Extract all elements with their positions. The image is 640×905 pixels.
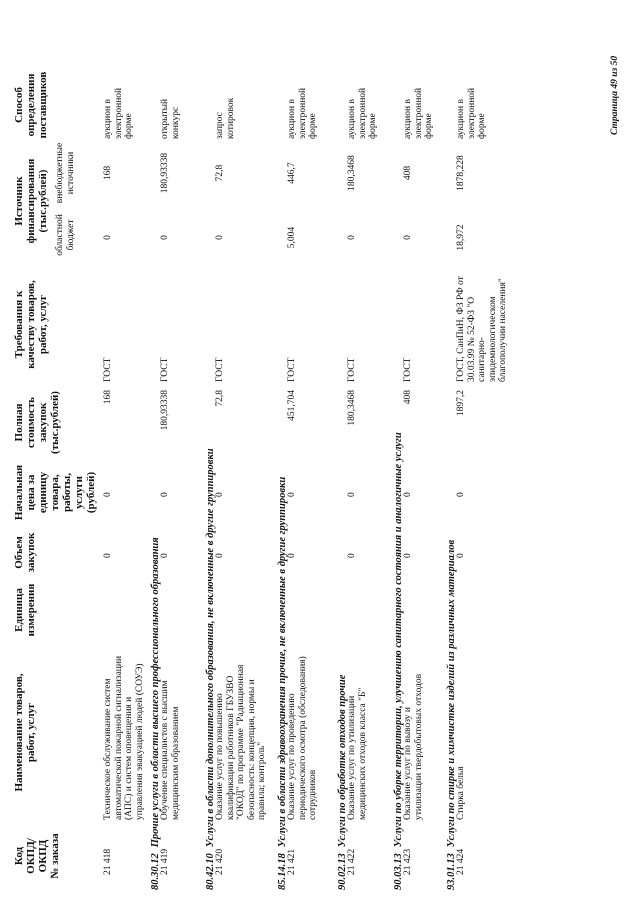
text-line: финансирования xyxy=(25,158,37,244)
text-line: электронной xyxy=(413,87,424,139)
procurement-method xyxy=(403,67,435,139)
total-cost-value: 168 xyxy=(103,390,113,405)
text-line: медицинским образованием xyxy=(170,706,181,820)
group-name: Услуги в области здравоохранения прочие, не включенные в другие группировки xyxy=(277,476,288,848)
text-line: Оказание услуг по вывозу и xyxy=(403,706,413,820)
text-line: Оказание услуг по повышению xyxy=(215,693,225,820)
text-line: (АПС) и систем оповещения и xyxy=(124,696,134,820)
text-line: областной xyxy=(55,214,65,256)
order-number: 21 419 xyxy=(160,848,170,875)
price-value: 0 xyxy=(160,492,170,497)
text-line: ОКПД xyxy=(37,839,49,873)
total-cost-value: 180,93338 xyxy=(160,390,170,431)
requirements-value xyxy=(215,267,226,382)
text-line: аукцион в xyxy=(103,99,113,139)
text-line: сотрудников xyxy=(308,769,318,820)
text-line: периодического осмотра (обследования) xyxy=(297,656,308,820)
extrabudgetary-value: 446,7 xyxy=(287,162,297,184)
extrabudgetary-value: 408 xyxy=(403,165,413,181)
order-number: 21 424 xyxy=(456,848,466,875)
text-line: работы, xyxy=(61,472,73,513)
item-name xyxy=(456,645,467,820)
text-line: Способ xyxy=(13,87,25,123)
text-line: Стирка белья xyxy=(456,766,466,820)
text-line: Начальная xyxy=(13,464,25,521)
text-line: санитарно- xyxy=(477,337,487,382)
text-line: медицинских отходов класса "Б" xyxy=(357,687,368,820)
price-value: 0 xyxy=(403,492,413,497)
text-line: форме xyxy=(308,113,318,139)
item-name xyxy=(347,645,368,820)
text-line: качеству товаров, xyxy=(25,280,37,369)
column-header-requirements xyxy=(13,262,49,387)
text-line: стоимость xyxy=(25,397,37,448)
item-name xyxy=(215,645,268,820)
column-header-funding xyxy=(13,137,49,265)
volume-value: 0 xyxy=(160,553,170,558)
text-line: № заказа xyxy=(49,833,61,879)
text-line: товара, xyxy=(49,474,61,511)
price-value: 0 xyxy=(347,492,357,497)
text-line: Оказание услуг по проведению xyxy=(287,693,297,820)
text-line: услуги xyxy=(73,475,85,510)
requirements-value xyxy=(287,267,298,382)
text-line: ГОСТ xyxy=(215,357,225,382)
group-name: Услуги по обработке отходов прочие xyxy=(337,674,348,848)
requirements-value xyxy=(456,267,509,382)
text-line: ГОСТ xyxy=(347,357,357,382)
regional-budget-value: 0 xyxy=(347,235,357,240)
total-cost-value: 1897,2 xyxy=(456,390,466,417)
order-number: 21 421 xyxy=(287,848,297,875)
procurement-method xyxy=(215,67,236,139)
text-line: аукцион в xyxy=(287,99,297,139)
text-line: запрос xyxy=(215,112,225,139)
text-line: работ, услуг xyxy=(37,294,49,355)
regional-budget-value: 0 xyxy=(160,235,170,240)
text-line: Наименование товаров, xyxy=(13,673,25,792)
text-line: электронной xyxy=(113,87,124,139)
column-header-unit xyxy=(13,580,37,640)
volume-value: 0 xyxy=(287,553,297,558)
text-line: определения xyxy=(25,73,37,137)
text-line: (тыс.рублей) xyxy=(49,391,61,454)
text-line: Объем xyxy=(13,536,25,569)
text-line: аукцион в xyxy=(347,99,357,139)
text-line: утилизации твердобытовых отходов xyxy=(413,673,424,820)
text-line: котировок xyxy=(225,97,236,139)
volume-value: 0 xyxy=(103,553,113,558)
procurement-method xyxy=(160,67,181,139)
extrabudgetary-value: 180,93338 xyxy=(160,152,170,194)
text-line: Единица xyxy=(13,588,25,632)
group-name: Услуги в области дополнительного образования, не включенные в другие группировки xyxy=(205,448,216,848)
column-header-code xyxy=(13,822,61,890)
total-cost-value: 180,3468 xyxy=(347,390,357,426)
procurement-method xyxy=(103,67,135,139)
column-header-total-cost xyxy=(13,385,61,460)
extrabudgetary-value: 168 xyxy=(103,165,113,181)
item-name xyxy=(160,645,181,820)
text-line: источники xyxy=(65,151,76,195)
group-name: Услуги по стирке и химчистке изделий из различных материалов xyxy=(446,539,457,848)
text-line: ГОСТ xyxy=(403,357,413,382)
text-line: электронной xyxy=(357,87,368,139)
column-header-name xyxy=(13,645,37,820)
price-value: 0 xyxy=(287,492,297,497)
text-line: безопасность: концепция, нормы и xyxy=(246,679,257,820)
text-line: внебюджетные xyxy=(55,142,65,204)
extrabudgetary-value: 180,3468 xyxy=(347,155,357,191)
text-line: форме xyxy=(124,113,134,139)
text-line: Источник xyxy=(13,176,25,226)
group-code: 90.02.13 xyxy=(337,853,348,890)
text-line: Техническое обслуживание систем xyxy=(103,678,113,820)
text-line: Код xyxy=(13,846,25,866)
text-line: форме xyxy=(477,113,487,139)
text-line: правила; контроль" xyxy=(257,741,267,820)
group-code: 80.42.10 xyxy=(205,853,216,890)
text-line: закупок xyxy=(37,402,49,443)
text-line: управления эвакуацией людей (СОУЭ) xyxy=(134,663,145,820)
price-value: 0 xyxy=(215,492,225,497)
order-number: 21 418 xyxy=(103,848,113,875)
text-line: цена за xyxy=(25,474,37,511)
group-code: 93.01.13 xyxy=(446,853,457,890)
column-header-regional-budget xyxy=(55,205,76,265)
text-line: открытый xyxy=(160,98,170,139)
text-line: форме xyxy=(424,113,434,139)
procurement-method xyxy=(456,67,488,139)
total-cost-value: 408 xyxy=(403,390,413,405)
text-line: ОКПД/ xyxy=(25,838,37,874)
total-cost-value: 451,704 xyxy=(287,390,297,421)
extrabudgetary-value: 72,8 xyxy=(215,164,225,182)
text-line: квалификации работников ГБУЗВО xyxy=(225,675,236,820)
regional-budget-value: 5,004 xyxy=(287,226,297,249)
regional-budget-value: 0 xyxy=(103,235,113,240)
order-number: 21 423 xyxy=(403,848,413,875)
requirements-value xyxy=(347,267,358,382)
page-number: Страница 49 из 50 xyxy=(610,55,620,135)
text-line: единицу xyxy=(37,471,49,514)
text-line: Полная xyxy=(13,403,25,442)
column-header-extrabudgetary xyxy=(55,139,76,207)
text-line: измерения xyxy=(25,583,37,637)
group-code: 80.30.12 xyxy=(150,853,161,890)
text-line: работ, услуг xyxy=(25,702,37,763)
requirements-value xyxy=(160,267,171,382)
item-name xyxy=(403,645,424,820)
text-line: Оказание услуг по утилизации xyxy=(347,695,357,820)
group-name: Прочие услуги в области высшего профессионального образования xyxy=(150,537,161,848)
text-line: бюджет xyxy=(65,219,76,251)
text-line: (рублей) xyxy=(85,471,97,514)
procurement-method xyxy=(347,67,379,139)
price-value: 0 xyxy=(456,492,466,497)
item-name xyxy=(287,645,319,820)
volume-value: 0 xyxy=(215,553,225,558)
text-line: "ОКОД" по программе "Радиационная xyxy=(236,664,246,820)
total-cost-value: 72,8 xyxy=(215,390,225,407)
text-line: Обучение специалистов с высшим xyxy=(160,680,170,820)
text-line: ГОСТ, СанПиН, ФЗ РФ от xyxy=(456,276,466,382)
price-value: 0 xyxy=(103,492,113,497)
extrabudgetary-value: 1878,228 xyxy=(456,155,466,191)
text-line: Требования к xyxy=(13,290,25,359)
text-line: ГОСТ xyxy=(160,357,170,382)
text-line: 30.03.99 № 52-ФЗ "О xyxy=(466,296,477,382)
column-header-volume xyxy=(13,525,37,580)
text-line: эпидемиологическом xyxy=(487,296,498,382)
text-line: аукцион в xyxy=(456,99,466,139)
text-line: ГОСТ xyxy=(103,357,113,382)
regional-budget-value: 18,972 xyxy=(456,224,466,251)
column-header-initial-price xyxy=(13,460,97,525)
text-line: ГОСТ xyxy=(287,357,297,382)
text-line: благополучии населения" xyxy=(498,278,508,382)
item-name xyxy=(103,645,145,820)
volume-value: 0 xyxy=(403,553,413,558)
regional-budget-value: 0 xyxy=(403,235,413,240)
group-code: 90.03.13 xyxy=(393,853,404,890)
regional-budget-value: 0 xyxy=(215,235,225,240)
volume-value: 0 xyxy=(456,553,466,558)
text-line: конкурс xyxy=(170,106,181,139)
column-header-method xyxy=(13,65,49,145)
requirements-value xyxy=(103,267,114,382)
text-line: закупок xyxy=(25,532,37,573)
volume-value: 0 xyxy=(347,553,357,558)
requirements-value xyxy=(403,267,414,382)
text-line: электронной xyxy=(297,87,308,139)
text-line: поставщиков xyxy=(37,71,49,139)
text-line: аукцион в xyxy=(403,99,413,139)
order-number: 21 420 xyxy=(215,848,225,875)
text-line: автоматической пожарной сигнализации xyxy=(113,655,124,820)
group-code: 85.14.18 xyxy=(277,853,288,890)
text-line: (тыс.рублей) xyxy=(37,169,49,233)
text-line: электронной xyxy=(466,87,477,139)
order-number: 21 422 xyxy=(347,848,357,875)
text-line: форме xyxy=(368,113,378,139)
group-name: Услуги по уборке территории, улучшению санитарного состояния и аналогичные услуги xyxy=(393,432,404,848)
procurement-method xyxy=(287,67,319,139)
